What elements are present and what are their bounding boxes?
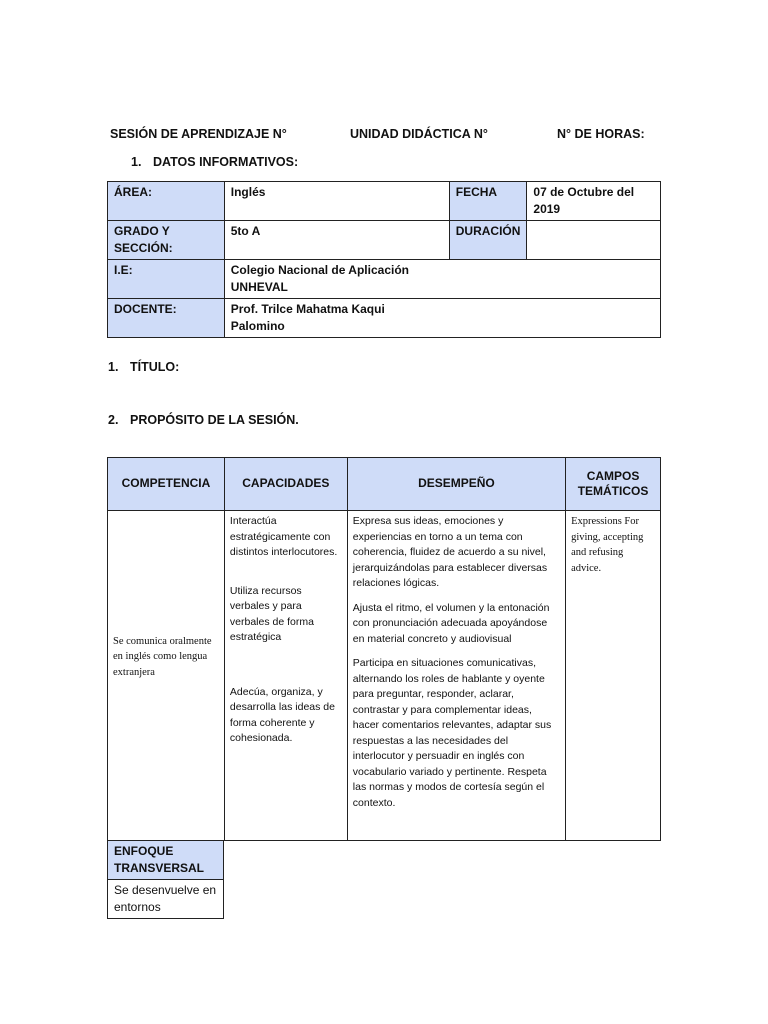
header-competencia: COMPETENCIA <box>108 458 225 511</box>
capacidades-cell <box>224 511 347 841</box>
info-table <box>107 181 661 338</box>
capacidad-item: Adecúa, organiza, y desarrolla las ideas de forma coherente y cohesionada. <box>229 685 335 744</box>
proposito-label: PROPÓSITO DE LA SESIÓN. <box>130 413 299 427</box>
unit-number-label: UNIDAD DIDÁCTICA N° <box>350 127 488 141</box>
docente-label: DOCENTE: <box>108 299 225 338</box>
grado-value: 5to A <box>224 221 449 260</box>
desempeno-item: Participa en situaciones comunicativas, alternando los roles de hablante y oyente para preguntar, responder, aclarar, contrastar y para complementar ideas, hacer comentarios relevantes, adaptar sus respuestas a las necesidades del interlocutor y persuadir en inglés con vocabulario variado y pertinente. Respeta las normas y modos de cortesía según el contexto. <box>352 657 552 809</box>
docente-value: Prof. Trilce Mahatma Kaqui Palomino <box>230 302 385 333</box>
capacidad-item: Interactúa estratégicamente con distintos interlocutores. <box>229 515 338 558</box>
fecha-label: FECHA <box>449 182 527 221</box>
enfoque-label: ENFOQUE TRANSVERSAL <box>108 841 224 880</box>
area-label: ÁREA: <box>108 182 225 221</box>
titulo-label: TÍTULO: <box>130 360 180 374</box>
campos-cell: Expressions For giving, accepting and refusing advice. <box>566 511 661 841</box>
header-desempeno: DESEMPEÑO <box>347 458 565 511</box>
duracion-value <box>527 221 661 260</box>
proposito-number: 2. <box>108 413 119 427</box>
header-capacidades: CAPACIDADES <box>224 458 347 511</box>
fecha-value: 07 de Octubre del 2019 <box>527 182 661 221</box>
titulo-number: 1. <box>108 360 119 374</box>
desempeno-item: Expresa sus ideas, emociones y experiencias en torno a un tema con coherencia, fluidez de acuerdo a su nivel, jerarquizándolas para establecer diversas relaciones lógicas. <box>352 515 548 589</box>
hours-label: N° DE HORAS: <box>557 127 645 141</box>
section-title: DATOS INFORMATIVOS: <box>153 155 299 169</box>
session-number-label: SESIÓN DE APRENDIZAJE N° <box>110 127 287 141</box>
header-campos: CAMPOS TEMÁTICOS <box>566 458 661 511</box>
ie-label: I.E: <box>108 260 225 299</box>
area-value: Inglés <box>224 182 449 221</box>
competencias-table <box>107 457 661 841</box>
capacidad-item: Utiliza recursos verbales y para verbales de forma estratégica <box>229 584 314 643</box>
desempeno-item: Ajusta el ritmo, el volumen y la entonación con pronunciación adecuada apoyándose en material concreto y audiovisual <box>352 601 550 645</box>
competencia-cell: Se comunica oralmente en inglés como lengua extranjera <box>108 511 225 841</box>
desempeno-cell <box>347 511 565 841</box>
enfoque-table <box>107 840 224 919</box>
grado-label: GRADO Y SECCIÓN: <box>108 221 225 260</box>
section-number: 1. <box>131 155 142 169</box>
enfoque-value: Se desenvuelve en entornos <box>108 880 224 919</box>
ie-value: Colegio Nacional de Aplicación UNHEVAL <box>230 263 409 294</box>
duracion-label: DURACIÓN <box>449 221 527 260</box>
